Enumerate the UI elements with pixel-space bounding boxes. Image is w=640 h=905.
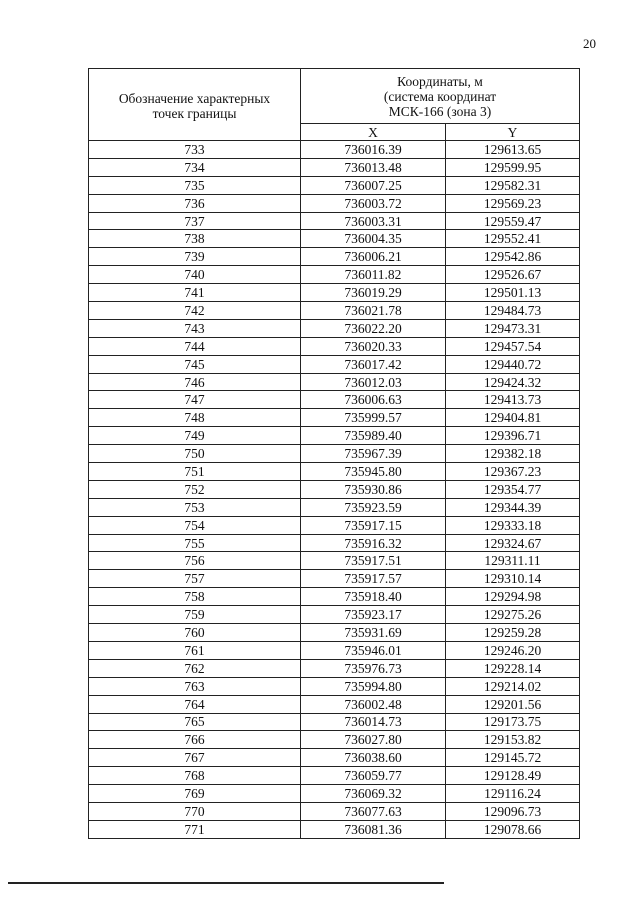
table-row: [89, 695, 580, 713]
table-row: [89, 498, 580, 516]
x-coordinate-cell: 736027.80: [301, 731, 446, 749]
point-cell: 756: [89, 552, 301, 570]
y-coordinate-cell: 129473.31: [446, 319, 580, 337]
y-coordinate-cell: 129173.75: [446, 713, 580, 731]
y-coordinate-cell: 129382.18: [446, 445, 580, 463]
x-coordinate-cell: 736069.32: [301, 785, 446, 803]
y-coordinate-cell: 129440.72: [446, 355, 580, 373]
point-cell: 764: [89, 695, 301, 713]
table-row: [89, 176, 580, 194]
x-coordinate-cell: 736081.36: [301, 820, 446, 838]
point-cell: 733: [89, 141, 301, 159]
point-cell: 735: [89, 176, 301, 194]
y-coordinate-cell: 129333.18: [446, 516, 580, 534]
table-row: [89, 141, 580, 159]
y-coordinate-cell: 129294.98: [446, 588, 580, 606]
x-coordinate-cell: 735917.57: [301, 570, 446, 588]
point-cell: 747: [89, 391, 301, 409]
y-coordinate-cell: 129275.26: [446, 606, 580, 624]
x-coordinate-cell: 736038.60: [301, 749, 446, 767]
point-cell: 766: [89, 731, 301, 749]
table-row: [89, 463, 580, 481]
point-cell: 757: [89, 570, 301, 588]
point-cell: 749: [89, 427, 301, 445]
point-header-line2: точек границы: [152, 105, 237, 121]
page-number: 20: [583, 36, 596, 51]
point-header-line1: Обозначение характерных: [118, 90, 271, 106]
point-cell: 769: [89, 785, 301, 803]
table-row: [89, 480, 580, 498]
coords-header-line2: (система координат: [383, 88, 497, 104]
table-row: [89, 570, 580, 588]
x-coordinate-cell: 735917.15: [301, 516, 446, 534]
x-coordinate-cell: 736007.25: [301, 176, 446, 194]
y-coordinate-cell: 129096.73: [446, 802, 580, 820]
point-cell: 734: [89, 158, 301, 176]
table-row: [89, 606, 580, 624]
x-coordinate-cell: 735918.40: [301, 588, 446, 606]
table-row: [89, 194, 580, 212]
y-coordinate-cell: 129484.73: [446, 302, 580, 320]
y-coordinate-cell: 129542.86: [446, 248, 580, 266]
table-row: [89, 319, 580, 337]
table-row: [89, 355, 580, 373]
y-coordinate-cell: 129228.14: [446, 659, 580, 677]
x-coordinate-cell: 735917.51: [301, 552, 446, 570]
table-row: [89, 624, 580, 642]
table-row: [89, 659, 580, 677]
point-cell: 744: [89, 337, 301, 355]
y-coordinate-cell: 129259.28: [446, 624, 580, 642]
point-cell: 765: [89, 713, 301, 731]
table-row: [89, 248, 580, 266]
bottom-rule: [8, 882, 444, 884]
point-cell: 758: [89, 588, 301, 606]
point-cell: 763: [89, 677, 301, 695]
table-row: [89, 767, 580, 785]
table-row: [89, 749, 580, 767]
table-row: [89, 158, 580, 176]
x-coordinate-cell: 735923.59: [301, 498, 446, 516]
point-cell: 762: [89, 659, 301, 677]
y-coordinate-cell: 129424.32: [446, 373, 580, 391]
y-coordinate-cell: 129457.54: [446, 337, 580, 355]
table-row: [89, 588, 580, 606]
point-cell: 752: [89, 480, 301, 498]
y-coordinate-cell: 129201.56: [446, 695, 580, 713]
y-coordinate-cell: 129310.14: [446, 570, 580, 588]
table-row: [89, 427, 580, 445]
table-row: [89, 445, 580, 463]
table-row: [89, 534, 580, 552]
y-coordinate-cell: 129501.13: [446, 284, 580, 302]
point-cell: 755: [89, 534, 301, 552]
table-body: [89, 141, 580, 839]
table-row: [89, 212, 580, 230]
x-coordinate-cell: 735967.39: [301, 445, 446, 463]
table-row: [89, 552, 580, 570]
y-coordinate-cell: 129311.11: [446, 552, 580, 570]
point-designation-header: [89, 69, 301, 141]
point-cell: 770: [89, 802, 301, 820]
point-cell: 740: [89, 266, 301, 284]
x-coordinate-cell: 736059.77: [301, 767, 446, 785]
point-cell: 754: [89, 516, 301, 534]
table-row: [89, 820, 580, 838]
y-coordinate-cell: 129128.49: [446, 767, 580, 785]
table-row: [89, 284, 580, 302]
x-coordinate-cell: 735994.80: [301, 677, 446, 695]
point-cell: 768: [89, 767, 301, 785]
x-coordinate-cell: 735916.32: [301, 534, 446, 552]
x-coordinate-cell: 736017.42: [301, 355, 446, 373]
point-cell: 750: [89, 445, 301, 463]
y-coordinate-cell: 129396.71: [446, 427, 580, 445]
y-coordinate-cell: 129599.95: [446, 158, 580, 176]
x-coordinate-cell: 736003.72: [301, 194, 446, 212]
x-coordinate-cell: 736019.29: [301, 284, 446, 302]
x-coordinate-cell: 735923.17: [301, 606, 446, 624]
table-row: [89, 731, 580, 749]
x-coordinate-cell: 735931.69: [301, 624, 446, 642]
table-row: [89, 230, 580, 248]
x-coordinate-cell: 735989.40: [301, 427, 446, 445]
point-cell: 759: [89, 606, 301, 624]
x-coordinate-cell: 736013.48: [301, 158, 446, 176]
x-column-header: X: [301, 124, 446, 141]
table-row: [89, 802, 580, 820]
x-coordinate-cell: 736011.82: [301, 266, 446, 284]
x-coordinate-cell: 736077.63: [301, 802, 446, 820]
table-row: [89, 677, 580, 695]
point-cell: 761: [89, 641, 301, 659]
x-coordinate-cell: 735930.86: [301, 480, 446, 498]
x-coordinate-cell: 736006.63: [301, 391, 446, 409]
coords-header-line1: Координаты, м: [397, 73, 483, 89]
x-coordinate-cell: 736002.48: [301, 695, 446, 713]
y-coordinate-cell: 129078.66: [446, 820, 580, 838]
table-row: [89, 641, 580, 659]
y-coordinate-cell: 129153.82: [446, 731, 580, 749]
point-cell: 742: [89, 302, 301, 320]
x-coordinate-cell: 736012.03: [301, 373, 446, 391]
table-row: [89, 302, 580, 320]
x-coordinate-cell: 736022.20: [301, 319, 446, 337]
y-coordinate-cell: 129324.67: [446, 534, 580, 552]
point-cell: 743: [89, 319, 301, 337]
x-coordinate-cell: 735946.01: [301, 641, 446, 659]
point-cell: 746: [89, 373, 301, 391]
x-coordinate-cell: 736003.31: [301, 212, 446, 230]
point-cell: 739: [89, 248, 301, 266]
y-coordinate-cell: 129354.77: [446, 480, 580, 498]
x-coordinate-cell: 736016.39: [301, 141, 446, 159]
x-coordinate-cell: 736004.35: [301, 230, 446, 248]
x-coordinate-cell: 736006.21: [301, 248, 446, 266]
y-coordinate-cell: 129145.72: [446, 749, 580, 767]
point-cell: 736: [89, 194, 301, 212]
y-coordinate-cell: 129569.23: [446, 194, 580, 212]
y-coordinate-cell: 129214.02: [446, 677, 580, 695]
point-cell: 737: [89, 212, 301, 230]
x-coordinate-cell: 736014.73: [301, 713, 446, 731]
y-coordinate-cell: 129246.20: [446, 641, 580, 659]
y-coordinate-cell: 129526.67: [446, 266, 580, 284]
coordinates-table: [88, 68, 580, 839]
point-cell: 748: [89, 409, 301, 427]
point-cell: 751: [89, 463, 301, 481]
table-row: [89, 391, 580, 409]
coords-header-line3: МСК-166 (зона 3): [388, 103, 492, 119]
point-cell: 741: [89, 284, 301, 302]
x-coordinate-cell: 735945.80: [301, 463, 446, 481]
coordinates-header: [301, 69, 580, 124]
table-row: [89, 713, 580, 731]
y-coordinate-cell: 129613.65: [446, 141, 580, 159]
y-coordinate-cell: 129552.41: [446, 230, 580, 248]
table-row: [89, 373, 580, 391]
x-coordinate-cell: 735999.57: [301, 409, 446, 427]
table-row: [89, 516, 580, 534]
point-cell: 760: [89, 624, 301, 642]
point-cell: 767: [89, 749, 301, 767]
y-coordinate-cell: 129559.47: [446, 212, 580, 230]
table-row: [89, 266, 580, 284]
y-coordinate-cell: 129413.73: [446, 391, 580, 409]
x-coordinate-cell: 735976.73: [301, 659, 446, 677]
y-coordinate-cell: 129116.24: [446, 785, 580, 803]
point-cell: 738: [89, 230, 301, 248]
point-cell: 753: [89, 498, 301, 516]
point-cell: 745: [89, 355, 301, 373]
y-column-header: Y: [446, 124, 580, 141]
x-coordinate-cell: 736021.78: [301, 302, 446, 320]
table-row: [89, 337, 580, 355]
x-coordinate-cell: 736020.33: [301, 337, 446, 355]
table-row: [89, 785, 580, 803]
y-coordinate-cell: 129582.31: [446, 176, 580, 194]
y-coordinate-cell: 129344.39: [446, 498, 580, 516]
y-coordinate-cell: 129404.81: [446, 409, 580, 427]
point-cell: 771: [89, 820, 301, 838]
y-coordinate-cell: 129367.23: [446, 463, 580, 481]
table-row: [89, 409, 580, 427]
